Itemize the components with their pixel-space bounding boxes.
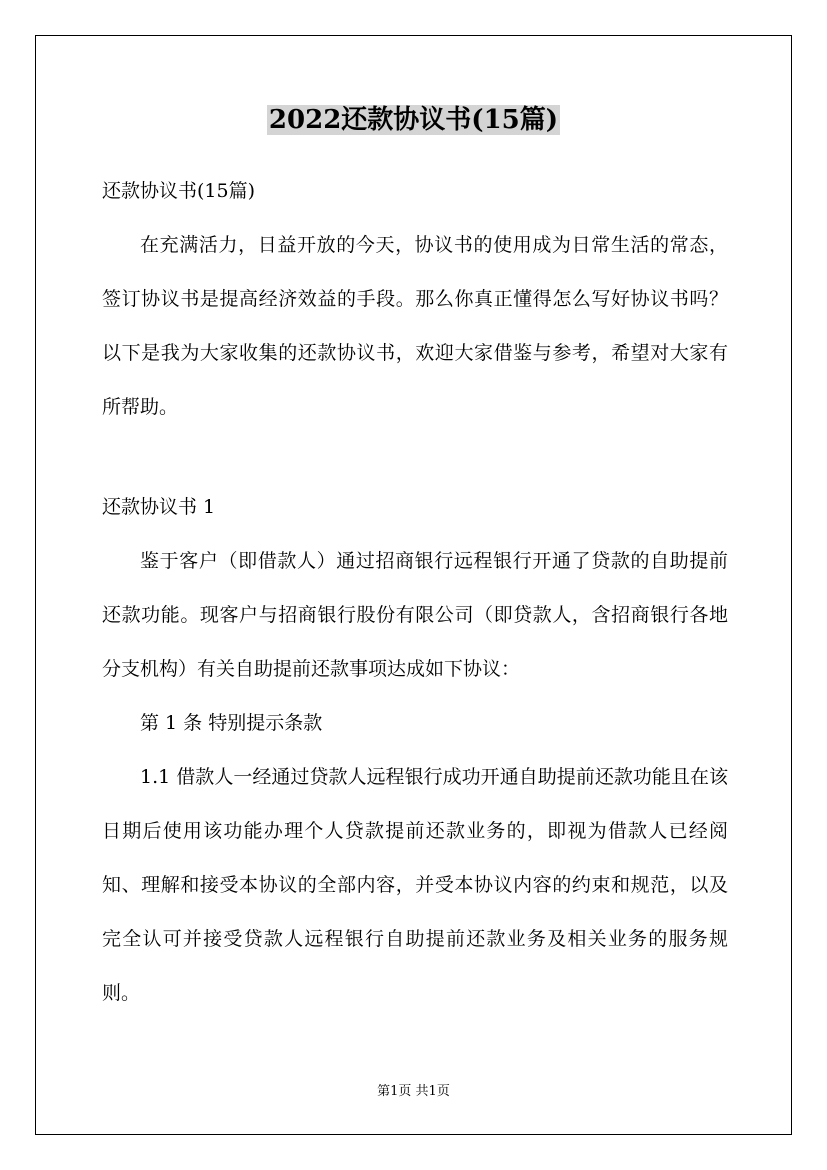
document-body: [102, 172, 728, 1020]
document-title: [0, 100, 827, 140]
article-heading: 第 1 条 特别提示条款: [140, 712, 323, 734]
document-title-text: 2022还款协议书(15篇): [268, 105, 559, 135]
intro-paragraph: 在充满活力，日益开放的今天，协议书的使用成为日常生活的常态，签订协议书是提高经济效益的手段。那么你真正懂得怎么写好协议书吗？以下是我为大家收集的还款协议书，欢迎大家借鉴与参考，希望对大家有所帮助。: [102, 234, 728, 418]
page-number-label: 第1页 共1页: [377, 1084, 450, 1099]
section-heading: 还款协议书 1: [102, 496, 216, 518]
document-subtitle: 还款协议书(15篇): [102, 180, 256, 202]
section-gap: [102, 434, 728, 480]
clause-paragraph: 1.1 借款人一经通过贷款人远程银行成功开通自助提前还款功能且在该日期后使用该功能办理个人贷款提前还款业务的，即视为借款人已经阅知、理解和接受本协议的全部内容，并受本协议内容的约束和规范，以及完全认可并接受贷款人远程银行自助提前还款业务及相关业务的服务规则。: [102, 766, 728, 1004]
section-paragraph: 鉴于客户（即借款人）通过招商银行远程银行开通了贷款的自助提前还款功能。现客户与招商银行股份有限公司（即贷款人，含招商银行各地分支机构）有关自助提前还款事项达成如下协议：: [102, 550, 728, 680]
page-footer: [0, 1082, 827, 1102]
